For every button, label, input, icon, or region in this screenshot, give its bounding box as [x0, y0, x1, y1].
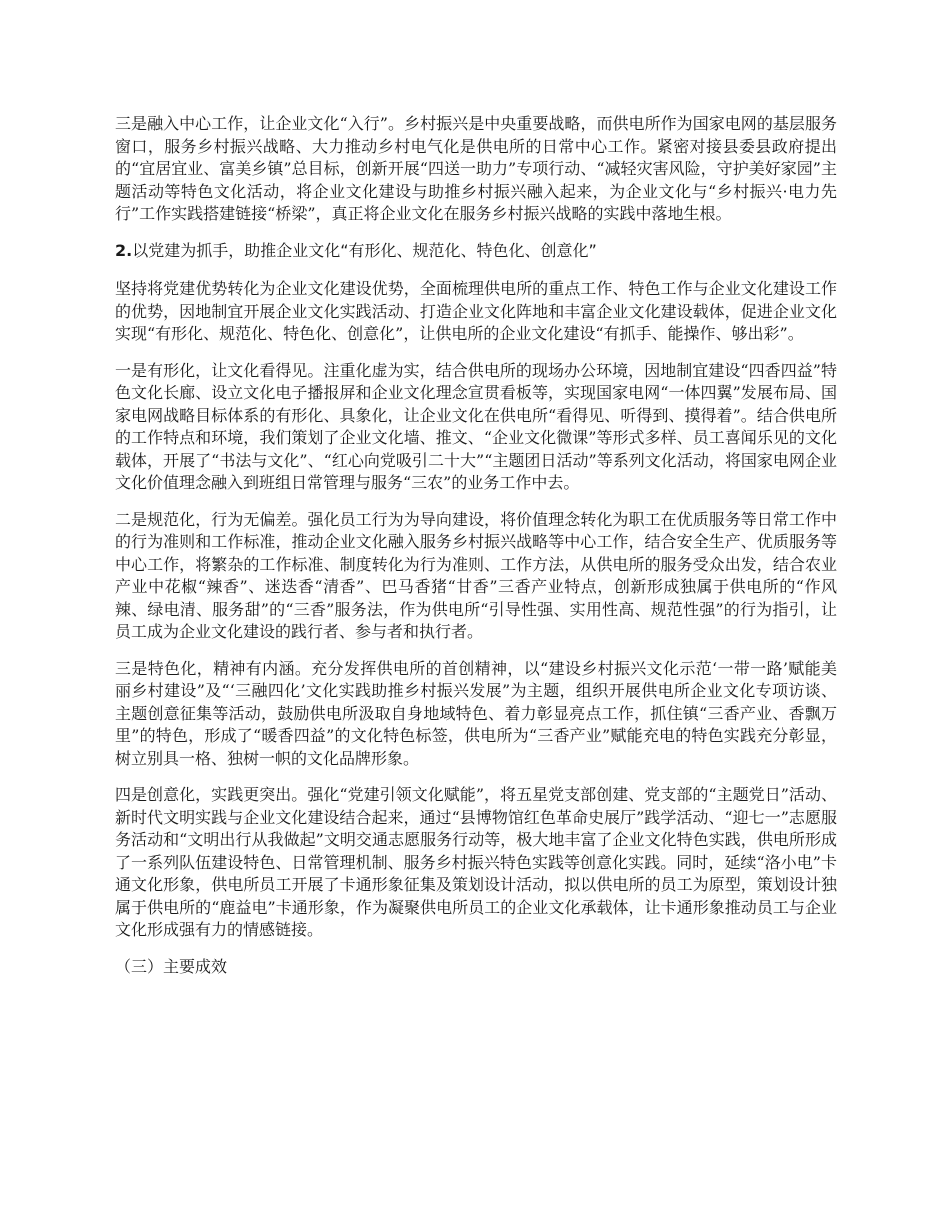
heading-text: 以党建为抓手，助推企业文化“有形化、规范化、特色化、创意化” [132, 240, 597, 260]
paragraph-integrate-central-work: 三是融入中心工作，让企业文化“入行”。乡村振兴是中央重要战略，而供电所作为国家电网的基层服务窗口，服务乡村振兴战略、大力推动乡村电气化是供电所的日常中心工作。紧密对接县委县政府提出的“宜居宜业、富美乡镇”总目标，创新开展“四送一助力”专项行动、“减轻灾害风险，守护美好家园”主题活动等特色文化活动，将企业文化建设与助推乡村振兴融入起来，为企业文化与“乡村振兴·电力先行”工作实践搭建链接“桥梁”，真正将企业文化在服务乡村振兴战略的实践中落地生根。 [115, 114, 837, 223]
paragraph-tangible: 一是有形化，让文化看得见。注重化虚为实，结合供电所的现场办公环境，因地制宜建设“四香四益”特色文化长廊、设立文化电子播报屏和企业文化理念宣贯看板等，实现国家电网“一体四翼”发展布局、国家电网战略目标体系的有形化、具象化，让企业文化在供电所“看得见、听得到、摸得着”。结合供电所的工作特点和环境，我们策划了企业文化墙、推文、“企业文化微课”等形式多样、员工喜闻乐见的文化载体，开展了“书法与文化”、“红心向党吸引二十大”“主题团日活动”等系列文化活动，将国家电网企业文化价值理念融入到班组日常管理与服务“三农”的业务工作中去。 [115, 360, 837, 492]
document-page [115, 113, 837, 992]
paragraph-creative: 四是创意化，实践更突出。强化“党建引领文化赋能”，将五星党支部创建、党支部的“主题党日”活动、新时代文明实践与企业文化建设结合起来，通过“县博物馆红色革命史展厅”践学活动、“迎七一”志愿服务活动和“文明出行从我做起”文明交通志愿服务行动等，极大地丰富了企业文化特色实践，供电所形成了一系列队伍建设特色、日常管理机制、服务乡村振兴特色实践等创意化实践。同时，延续“洛小电”卡通文化形象，供电所员工开展了卡通形象征集及策划设计活动，拟以供电所的员工为原型，策划设计独属于供电所的“鹿益电”卡通形象，作为凝聚供电所员工的企业文化承载体，让卡通形象推动员工与企业文化形成强有力的情感链接。 [115, 785, 837, 939]
paragraph-distinctive: 三是特色化，精神有内涵。充分发挥供电所的首创精神，以“建设乡村振兴文化示范‘一带一路’赋能美丽乡村建设”及“‘三融四化’文化实践助推乡村振兴发展”为主题，组织开展供电所企业文化专项访谈、主题创意征集等活动，鼓励供电所汲取自身地域特色、着力彰显亮点工作，抓住镇“三香产业、香飘万里”的特色，形成了“暖香四益”的文化特色标签，供电所为“三香产业”赋能充电的特色实践充分彰显，树立别具一格、独树一帜的文化品牌形象。 [115, 658, 837, 768]
paragraph-standardized: 二是规范化，行为无偏差。强化员工行为为导向建设，将价值理念转化为职工在优质服务等日常工作中的行为准则和工作标准，推动企业文化融入服务乡村振兴战略等中心工作，结合安全生产、优质服务等中心工作，将繁杂的工作标准、制度转化为行为准则、工作方法，从供电所的服务受众出发，结合农业产业中花椒“辣香”、迷迭香“清香”、巴马香猪“甘香”三香产业特点，创新形成独属于供电所的“作风辣、绿电清、服务甜”的“三香”服务法，作为供电所“引导性强、实用性高、规范性强”的行为指引，让员工成为企业文化建设的践行者、参与者和执行者。 [115, 509, 837, 641]
section-title-main-results: （三）主要成效 [115, 956, 228, 976]
paragraph-party-building-advantage: 坚持将党建优势转化为企业文化建设优势，全面梳理供电所的重点工作、特色工作与企业文化建设工作的优势，因地制宜开展企业文化实践活动、打造企业文化阵地和丰富企业文化建设载体，促进企业文化实现“有形化、规范化、特色化、创意化”，让供电所的企业文化建设“有抓手、能操作、够出彩”。 [115, 279, 837, 343]
section-heading-party-building [115, 240, 837, 263]
heading-number: 2. [115, 240, 133, 260]
